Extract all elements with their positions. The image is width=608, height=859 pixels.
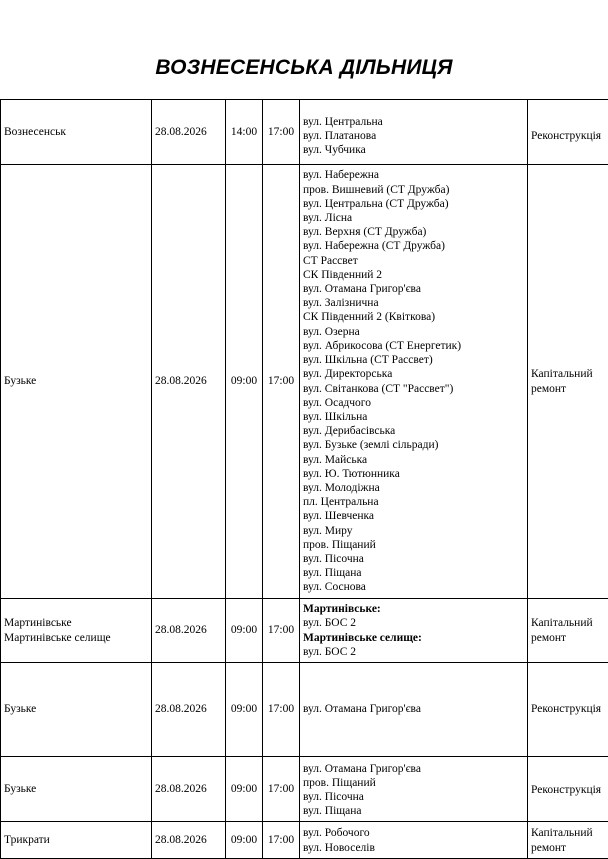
settlement-name: Мартинівське <box>4 616 148 630</box>
street-name: вул. Отамана Григор'єва <box>303 702 524 716</box>
street-group-heading: Мартинівське: <box>303 602 524 616</box>
settlement-name: Бузьке <box>4 702 148 716</box>
date-cell <box>152 757 226 822</box>
street-name: вул. Пісочна <box>303 552 524 566</box>
start-time: 09:00 <box>231 783 257 795</box>
work-type: Капітальний <box>531 367 607 381</box>
start-time-cell <box>226 165 263 599</box>
street-name: вул. БОС 2 <box>303 645 524 659</box>
work-type-cell <box>528 165 608 599</box>
street-name: вул. Директорська <box>303 367 524 381</box>
table-row <box>1 165 608 599</box>
streets-cell <box>300 599 528 663</box>
table-row <box>1 663 608 757</box>
street-name: вул. Платанова <box>303 129 524 143</box>
street-name: вул. Миру <box>303 524 524 538</box>
date-cell <box>152 100 226 165</box>
street-name: вул. Шкільна (СТ Рассвет) <box>303 353 524 367</box>
work-type-cell <box>528 663 608 757</box>
street-name: вул. Центральна (СТ Дружба) <box>303 197 524 211</box>
table-row <box>1 822 608 859</box>
street-name: вул. Отамана Григор'єва <box>303 282 524 296</box>
end-time-cell <box>263 757 300 822</box>
table-row <box>1 599 608 663</box>
date-cell <box>152 663 226 757</box>
street-name: вул. Залізнична <box>303 296 524 310</box>
streets-cell <box>300 663 528 757</box>
street-name: вул. Піщана <box>303 566 524 580</box>
work-type: ремонт <box>531 382 607 396</box>
streets-cell <box>300 100 528 165</box>
street-name: вул. Набережна <box>303 168 524 182</box>
street-name: вул. Молодіжна <box>303 481 524 495</box>
work-type: Реконструкція <box>531 783 607 797</box>
street-name: пров. Піщаний <box>303 538 524 552</box>
streets-cell <box>300 165 528 599</box>
street-name: вул. Абрикосова (СТ Енергетик) <box>303 339 524 353</box>
work-type: Реконструкція <box>531 702 607 716</box>
end-time: 17:00 <box>268 783 294 795</box>
end-time: 17:00 <box>268 375 294 387</box>
street-group-heading: Мартинівське селище: <box>303 631 524 645</box>
settlement-cell <box>1 663 152 757</box>
start-time-cell <box>226 599 263 663</box>
end-time-cell <box>263 100 300 165</box>
date-value: 28.08.2026 <box>155 834 207 846</box>
street-name: вул. Піщана <box>303 804 524 818</box>
date-cell <box>152 822 226 859</box>
street-name: вул. Отамана Григор'єва <box>303 762 524 776</box>
end-time: 17:00 <box>268 624 294 636</box>
end-time: 17:00 <box>268 834 294 846</box>
start-time: 14:00 <box>231 126 257 138</box>
date-cell <box>152 165 226 599</box>
street-name: СК Південний 2 <box>303 268 524 282</box>
start-time-cell <box>226 663 263 757</box>
street-name: вул. Пісочна <box>303 790 524 804</box>
start-time-cell <box>226 757 263 822</box>
start-time: 09:00 <box>231 624 257 636</box>
settlement-cell <box>1 599 152 663</box>
street-name: вул. Осадчого <box>303 396 524 410</box>
end-time: 17:00 <box>268 126 294 138</box>
settlement-cell <box>1 757 152 822</box>
settlement-name: Вознесенськ <box>4 125 148 139</box>
work-type: Капітальний <box>531 826 607 840</box>
page-title: ВОЗНЕСЕНСЬКА ДІЛЬНИЦЯ <box>0 56 608 80</box>
date-value: 28.08.2026 <box>155 783 207 795</box>
settlement-name: Трикрати <box>4 833 148 847</box>
street-name: пл. Центральна <box>303 495 524 509</box>
street-name: вул. Шкільна <box>303 410 524 424</box>
street-name: вул. Світанкова (СТ "Рассвет") <box>303 382 524 396</box>
end-time: 17:00 <box>268 703 294 715</box>
work-type-cell <box>528 757 608 822</box>
street-name: вул. Лісна <box>303 211 524 225</box>
street-name: вул. БОС 2 <box>303 616 524 630</box>
settlement-name: Бузьке <box>4 374 148 388</box>
street-name: СТ Рассвет <box>303 254 524 268</box>
street-name: вул. Шевченка <box>303 509 524 523</box>
date-value: 28.08.2026 <box>155 624 207 636</box>
street-name: вул. Майська <box>303 453 524 467</box>
street-name: вул. Дерибасівська <box>303 424 524 438</box>
settlement-cell <box>1 100 152 165</box>
settlement-cell <box>1 822 152 859</box>
date-value: 28.08.2026 <box>155 126 207 138</box>
work-type: Капітальний <box>531 616 607 630</box>
end-time-cell <box>263 663 300 757</box>
settlement-name: Бузьке <box>4 782 148 796</box>
start-time: 09:00 <box>231 375 257 387</box>
street-name: вул. Озерна <box>303 325 524 339</box>
work-type: ремонт <box>531 841 607 855</box>
table-body <box>1 100 608 859</box>
work-type-cell <box>528 822 608 859</box>
street-name: вул. Центральна <box>303 115 524 129</box>
work-type-cell <box>528 100 608 165</box>
outage-schedule-table <box>0 99 608 859</box>
table-row <box>1 100 608 165</box>
street-name: СК Південний 2 (Квіткова) <box>303 310 524 324</box>
street-name: вул. Бузьке (землі сільради) <box>303 438 524 452</box>
streets-cell <box>300 757 528 822</box>
start-time: 09:00 <box>231 703 257 715</box>
work-type-cell <box>528 599 608 663</box>
work-type: ремонт <box>531 631 607 645</box>
street-name: вул. Робочого <box>303 826 524 840</box>
street-name: пров. Вишневий (СТ Дружба) <box>303 183 524 197</box>
start-time-cell <box>226 822 263 859</box>
work-type: Реконструкція <box>531 129 607 143</box>
end-time-cell <box>263 165 300 599</box>
street-name: вул. Новоселів <box>303 841 524 855</box>
settlement-cell <box>1 165 152 599</box>
end-time-cell <box>263 822 300 859</box>
street-name: пров. Піщаний <box>303 776 524 790</box>
street-name: вул. Набережна (СТ Дружба) <box>303 239 524 253</box>
street-name: вул. Чубчика <box>303 143 524 157</box>
settlement-name: Мартинівське селище <box>4 631 148 645</box>
street-name: вул. Ю. Тютюнника <box>303 467 524 481</box>
date-value: 28.08.2026 <box>155 703 207 715</box>
streets-cell <box>300 822 528 859</box>
start-time-cell <box>226 100 263 165</box>
date-cell <box>152 599 226 663</box>
start-time: 09:00 <box>231 834 257 846</box>
table-row <box>1 757 608 822</box>
end-time-cell <box>263 599 300 663</box>
street-name: вул. Верхня (СТ Дружба) <box>303 225 524 239</box>
street-name: вул. Соснова <box>303 580 524 594</box>
date-value: 28.08.2026 <box>155 375 207 387</box>
